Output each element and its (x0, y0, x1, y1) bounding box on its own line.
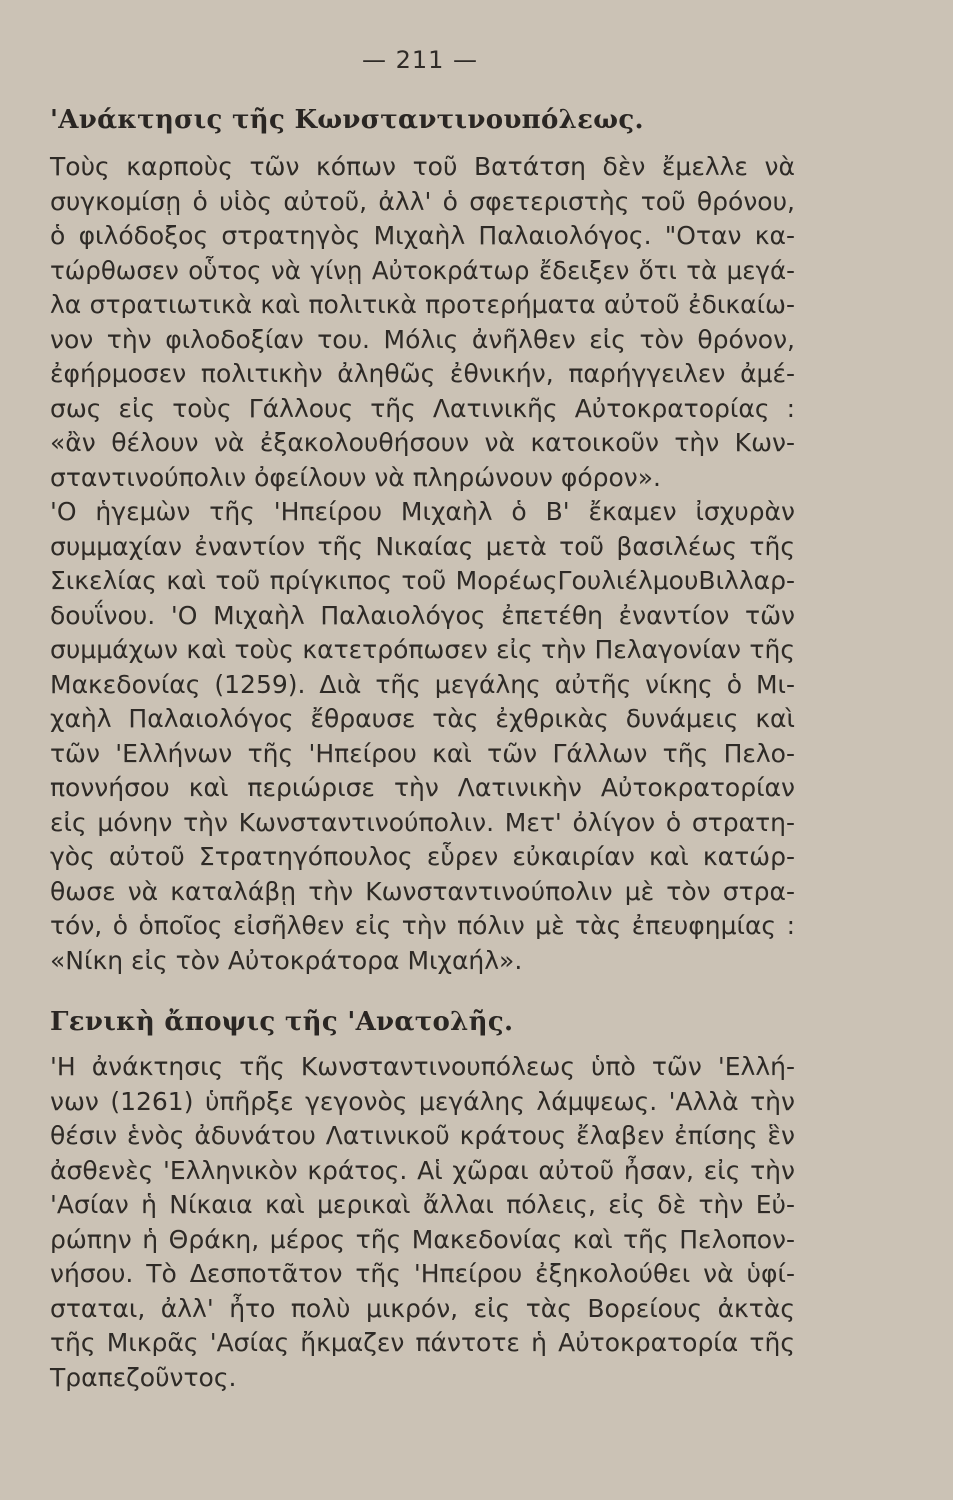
text-line: ἐφήρμοσεν πολιτικὴν ἀληθῶς ἐθνικήν, παρήγγειλεν ἀμέ- (50, 359, 795, 388)
section-heading-overview: Γενικὴ ἄποψις τῆς 'Ανατολῆς. (50, 1007, 514, 1037)
text-line: λα στρατιωτικὰ καὶ πολιτικὰ προτερήματα αὐτοῦ ἐδικαίω- (50, 290, 795, 319)
text-line: «ἂν θέλουν νὰ ἐξακολουθήσουν νὰ κατοικοῦν τὴν Κων- (50, 428, 795, 457)
text-line: Μακεδονίας (1259). Διὰ τῆς μεγάλης αὐτῆς νίκης ὁ Μι- (50, 669, 795, 699)
text-line: συμμάχων καὶ τοὺς κατετρόπωσεν εἰς τὴν Πελαγονίαν τῆς (50, 635, 795, 664)
text-line: συγκομίσῃ ὁ υἱὸς αὐτοῦ, ἀλλ' ὁ σφετεριστὴς τοῦ θρόνου, (50, 186, 795, 216)
text-line: ποννήσου καὶ περιώρισε τὴν Λατινικὴν Αὐτοκρατορίαν (50, 773, 795, 802)
text-line: Τραπεζοῦντος. (50, 1362, 237, 1392)
page-content (50, 102, 795, 1395)
text-line: Σικελίας καὶ τοῦ πρίγκιπος τοῦ ΜορέωςΓουλιέλμουΒιλλαρ- (50, 566, 795, 595)
text-line: τῶν 'Ελλήνων τῆς 'Ηπείρου καὶ τῶν Γάλλων τῆς Πελο- (50, 738, 795, 768)
text-line: Τοὺς καρποὺς τῶν κόπων τοῦ Βατάτση δὲν ἔμελλε νὰ (50, 152, 795, 181)
text-line: ὁ φιλόδοξος στρατηγὸς Μιχαὴλ Παλαιολόγος. "Οταν κα- (50, 221, 795, 250)
text-line: σταται, ἀλλ' ἦτο πολὺ μικρόν, εἰς τὰς Βορείους ἀκτὰς (50, 1293, 795, 1323)
text-line: εἰς μόνην τὴν Κωνσταντινούπολιν. Μετ' ὀλίγον ὁ στρατη- (50, 807, 795, 837)
text-line: «Νίκη εἰς τὸν Αὐτοκράτορα Μιχαήλ». (50, 945, 523, 975)
text-line: νον τὴν φιλοδοξίαν του. Μόλις ἀνῆλθεν εἰς τὸν θρόνον, (50, 324, 795, 354)
text-line: συμμαχίαν ἐναντίον τῆς Νικαίας μετὰ τοῦ βασιλέως τῆς (50, 531, 795, 561)
text-line: 'Ο ἡγεμὼν τῆς 'Ηπείρου Μιχαὴλ ὁ Β' ἔκαμεν ἰσχυρὰν (50, 497, 795, 526)
text-line: νων (1261) ὑπῆρξε γεγονὸς μεγάλης λάμψεως. 'Αλλὰ τὴν (50, 1086, 795, 1116)
paragraph (50, 150, 795, 495)
text-line: δουΐνου. 'Ο Μιχαὴλ Παλαιολόγος ἐπετέθη ἐναντίον τῶν (50, 600, 795, 630)
text-line: τῆς Μικρᾶς 'Ασίας ἤκμαζεν πάντοτε ἡ Αὐτοκρατορία τῆς (50, 1328, 795, 1357)
text-line: τόν, ὁ ὁποῖος εἰσῆλθεν εἰς τὴν πόλιν μὲ τὰς ἐπευφημίας : (50, 911, 795, 940)
text-line: ρώπην ἡ Θράκη, μέρος τῆς Μακεδονίας καὶ τῆς Πελοπον- (50, 1224, 795, 1254)
text-line: θωσε νὰ καταλάβῃ τὴν Κωνσταντινούπολιν μὲ τὸν στρα- (50, 876, 795, 906)
text-line: νήσου. Τὸ Δεσποτᾶτον τῆς 'Ηπείρου ἐξηκολούθει νὰ ὑφί- (50, 1259, 795, 1288)
text-line: ἀσθενὲς 'Ελληνικὸν κράτος. Αἱ χῶραι αὐτοῦ ἦσαν, εἰς τὴν (50, 1155, 795, 1185)
text-line: τώρθωσεν οὗτος νὰ γίνῃ Αὐτοκράτωρ ἔδειξεν ὅτι τὰ μεγά- (50, 255, 795, 285)
text-line: θέσιν ἑνὸς ἀδυνάτου Λατινικοῦ κράτους ἔλαβεν ἐπίσης ἓν (50, 1121, 795, 1150)
section-heading-recapture: 'Ανάκτησις τῆς Κωνσταντινουπόλεως. (50, 105, 644, 135)
text-line: 'Η ἀνάκτησις τῆς Κωνσταντινουπόλεως ὑπὸ τῶν 'Ελλή- (50, 1052, 795, 1081)
text-line: σως εἰς τοὺς Γάλλους τῆς Λατινικῆς Αὐτοκρατορίας : (50, 393, 795, 423)
paragraph (50, 495, 795, 978)
text-line: 'Ασίαν ἡ Νίκαια καὶ μερικαὶ ἄλλαι πόλεις, εἰς δὲ τὴν Εὐ- (50, 1190, 795, 1219)
paragraph (50, 1050, 795, 1395)
text-line: χαὴλ Παλαιολόγος ἔθραυσε τὰς ἐχθρικὰς δυνάμεις καὶ (50, 704, 795, 733)
page-number: — 211 — (361, 46, 479, 74)
text-line: σταντινούπολιν ὀφείλουν νὰ πληρώνουν φόρον». (50, 462, 661, 492)
text-line: γὸς αὐτοῦ Στρατηγόπουλος εὗρεν εὐκαιρίαν καὶ κατώρ- (50, 842, 795, 871)
